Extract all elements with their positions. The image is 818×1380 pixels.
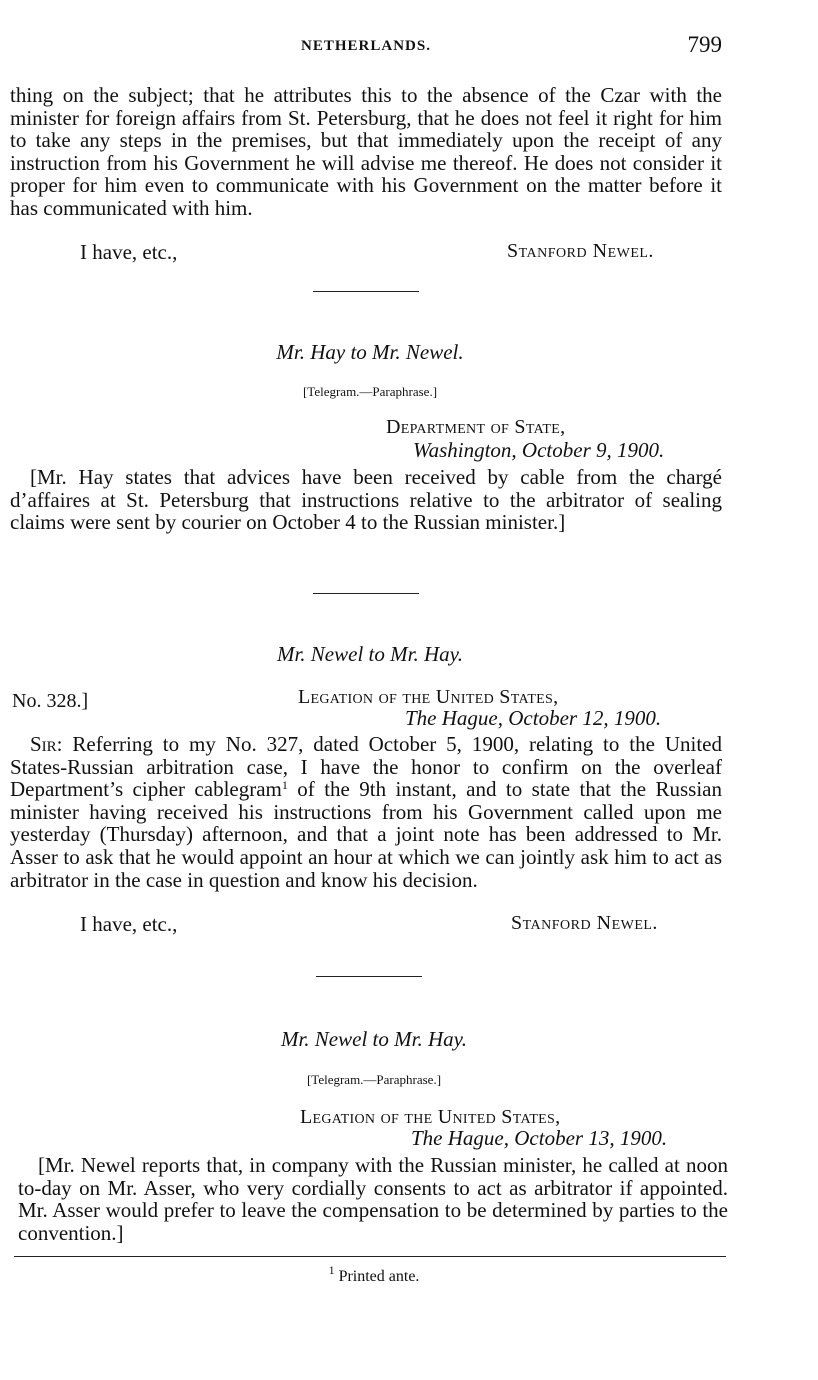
divider-rule [316, 976, 422, 977]
running-head: NETHERLANDS. [301, 38, 431, 54]
section2-note: [Telegram.—Paraphrase.] [302, 384, 438, 399]
salutation: Sir: [30, 732, 63, 756]
section3-place-date: The Hague, October 12, 1900. [405, 706, 662, 730]
section2-place-date: Washington, October 9, 1900. [413, 438, 665, 462]
section3-number: No. 328.] [12, 690, 89, 712]
section4-office: Legation of the United States, [300, 1106, 561, 1128]
section3-text-b: of the 9th instant, and to state that the Russian minister having received his instructions from his Government called upon me yesterday (Thursday) afternoon, and that a joint note has been addressed to Mr. Asser to ask that he would appoint an hour at which we can jointly ask him to act as arbitrator in the case in question and know his decision. [10, 777, 722, 892]
section4-place-date: The Hague, October 13, 1900. [411, 1126, 668, 1150]
divider-rule [313, 593, 419, 594]
section4-note: [Telegram.—Paraphrase.] [306, 1072, 442, 1087]
section3-signoff: I have, etc., [80, 912, 178, 936]
section4-place: The Hague [411, 1126, 504, 1150]
section3-place: The Hague [405, 706, 498, 730]
section1-paragraph: thing on the subject; that he attributes this to the absence of the Czar with the minister for foreign affairs from St. Petersburg, that he does not feel it right for him to take any steps in the premises, but that immediately upon the receipt of any instruction from his Government he will advise me thereof. He does not consider it proper for him even to communicate with his Government on the matter before it has communicated with him. [10, 83, 722, 220]
section3-text-a: Referring to my No. 327, dated October 5, 1900, relating to the United States-Russian arbitration case, I have the honor to confirm on the overleaf Department’s cipher cablegram [10, 732, 722, 802]
page-number: 799 [687, 32, 722, 57]
section4-paragraph: [Mr. Newel reports that, in company with the Russian minister, he called at noon to-day on Mr. Asser, who very cordially consents to act as arbitrator if appointed. Mr. Asser would prefer to leave the compensation to be determined by parties to the convention.] [18, 1153, 728, 1245]
section2-heading: Mr. Hay to Mr. Newel. [276, 340, 464, 364]
section3-heading: Mr. Newel to Mr. Hay. [276, 642, 464, 666]
footnote [4, 1263, 744, 1286]
divider-rule [313, 291, 419, 292]
section4-date: October 13, 1900. [514, 1126, 668, 1150]
section2-office: Department of State, [386, 416, 566, 438]
section3-paragraph [10, 733, 722, 891]
section4-heading: Mr. Newel to Mr. Hay. [280, 1027, 468, 1051]
section3-office: Legation of the United States, [298, 686, 559, 708]
footnote-rule [14, 1256, 726, 1257]
section1-signoff: I have, etc., [80, 240, 178, 264]
page-header [10, 32, 722, 62]
footnote-reference: 1 [281, 778, 288, 793]
footnote-text: Printed ante. [334, 1268, 420, 1285]
footnote-marker: 1 [328, 1263, 335, 1277]
section1-signature: Stanford Newel. [507, 240, 654, 262]
section2-date: October 9, 1900. [521, 438, 665, 462]
section2-place: Washington [413, 438, 512, 462]
section3-signature: Stanford Newel. [511, 912, 658, 934]
section3-date: October 12, 1900. [508, 706, 662, 730]
section2-paragraph: [Mr. Hay states that advices have been received by cable from the chargé d’affaires at St. Petersburg that instructions relative to the arbitrator of sealing claims were sent by courier on October 4 to the Russian minister.] [10, 465, 722, 535]
